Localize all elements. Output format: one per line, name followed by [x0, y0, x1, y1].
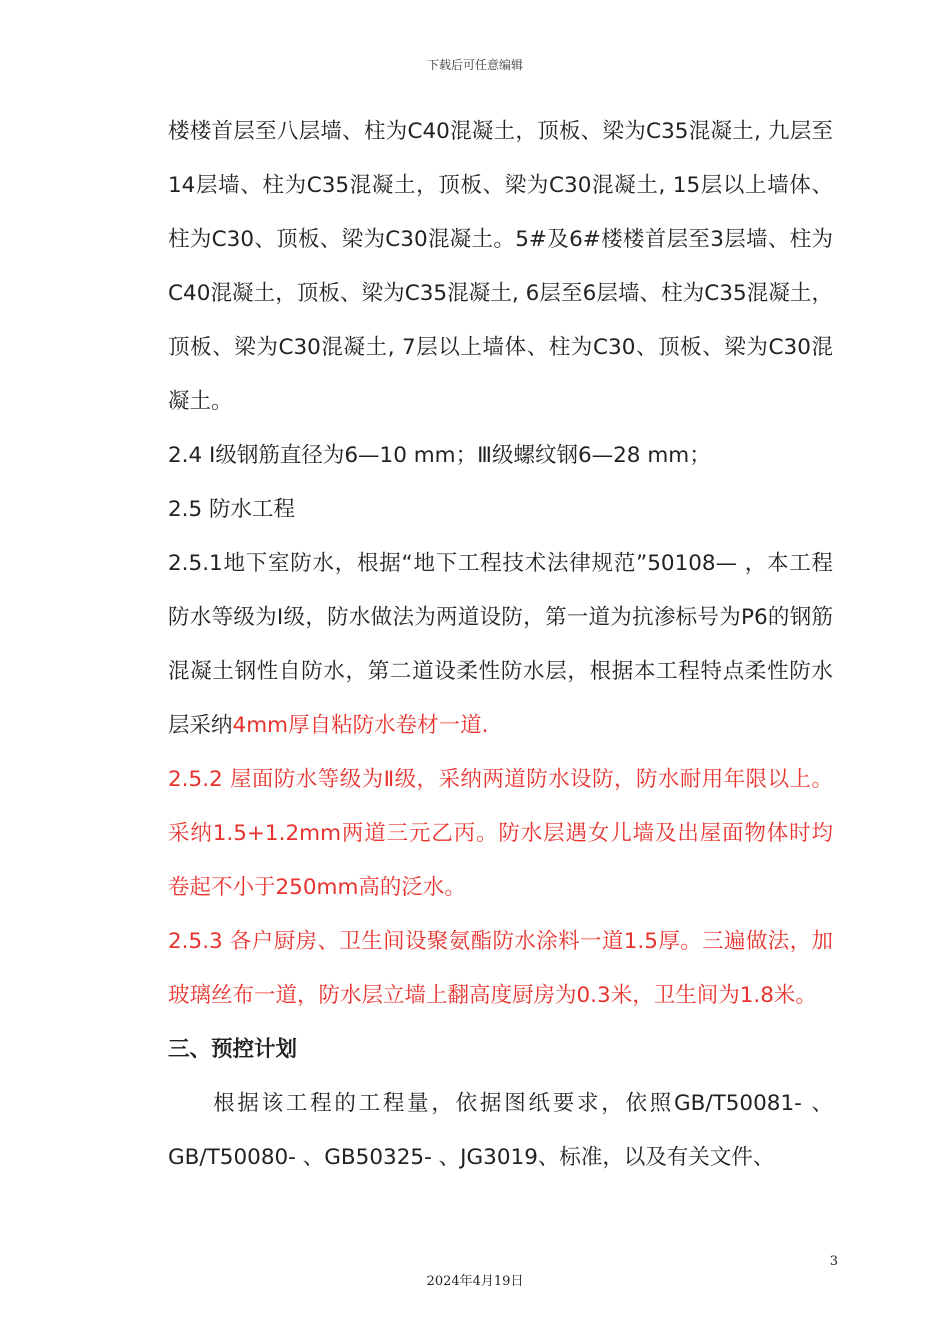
subsection-waterproofing-title: 2.5 防水工程 [168, 497, 296, 522]
paragraph-basement-waterproofing [168, 537, 833, 753]
page-number: 3 [829, 1254, 838, 1269]
paragraph-rebar-diameter: 2.4 Ⅰ级钢筋直径为6—10 mm；Ⅲ级螺纹钢6—28 mm； [168, 443, 711, 468]
page-footer-date: 2024年4月19日 [426, 1274, 524, 1289]
document-body [168, 105, 833, 1185]
membrane-highlight-text: 4mm厚自粘防水卷材一道. [232, 713, 489, 738]
basement-waterproofing-text: 2.5.1地下室防水，根据“地下工程技术法律规范”50108— ，本工程防水等级为Ⅰ级，防水做法为两道设防，第一道为抗渗标号为P6的钢筋混凝土钢性自防水，第二道设柔性防水层，根据本工程特点柔性防水层采纳 [168, 551, 833, 738]
paragraph-roof-waterproofing: 2.5.2 屋面防水等级为Ⅱ级，采纳两道防水设防，防水耐用年限以上。采纳1.5+1.2mm两道三元乙丙。防水层遇女儿墙及出屋面物体时均卷起不小于250mm高的泛水。 [168, 767, 833, 900]
paragraph-plan-basis: 根据该工程的工程量，依据图纸要求，依照GB/T50081- 、GB/T50080- 、GB50325- 、JG3019、标准，以及有关文件、 [168, 1091, 833, 1170]
paragraph-concrete-grades: 楼楼首层至八层墙、柱为C40混凝土，顶板、梁为C35混凝土, 九层至14层墙、柱为C35混凝土，顶板、梁为C30混凝土, 15层以上墙体、柱为C30、顶板、梁为C30混凝土。5#及6#楼楼首层至3层墙、柱为C40混凝土，顶板、梁为C35混凝土, 6层至6层墙、柱为C35混凝土，顶板、梁为C30混凝土, 7层以上墙体、柱为C30、顶板、梁为C30混凝土。 [168, 119, 833, 414]
page-header: 下载后可任意编辑 [426, 58, 523, 72]
section-heading: 三、预控计划 [168, 1037, 298, 1062]
paragraph-kitchen-bathroom-waterproofing: 2.5.3 各户厨房、卫生间设聚氨酯防水涂料一道1.5厚。三遍做法，加玻璃丝布一道，防水层立墙上翻高度厨房为0.3米，卫生间为1.8米。 [168, 929, 833, 1008]
